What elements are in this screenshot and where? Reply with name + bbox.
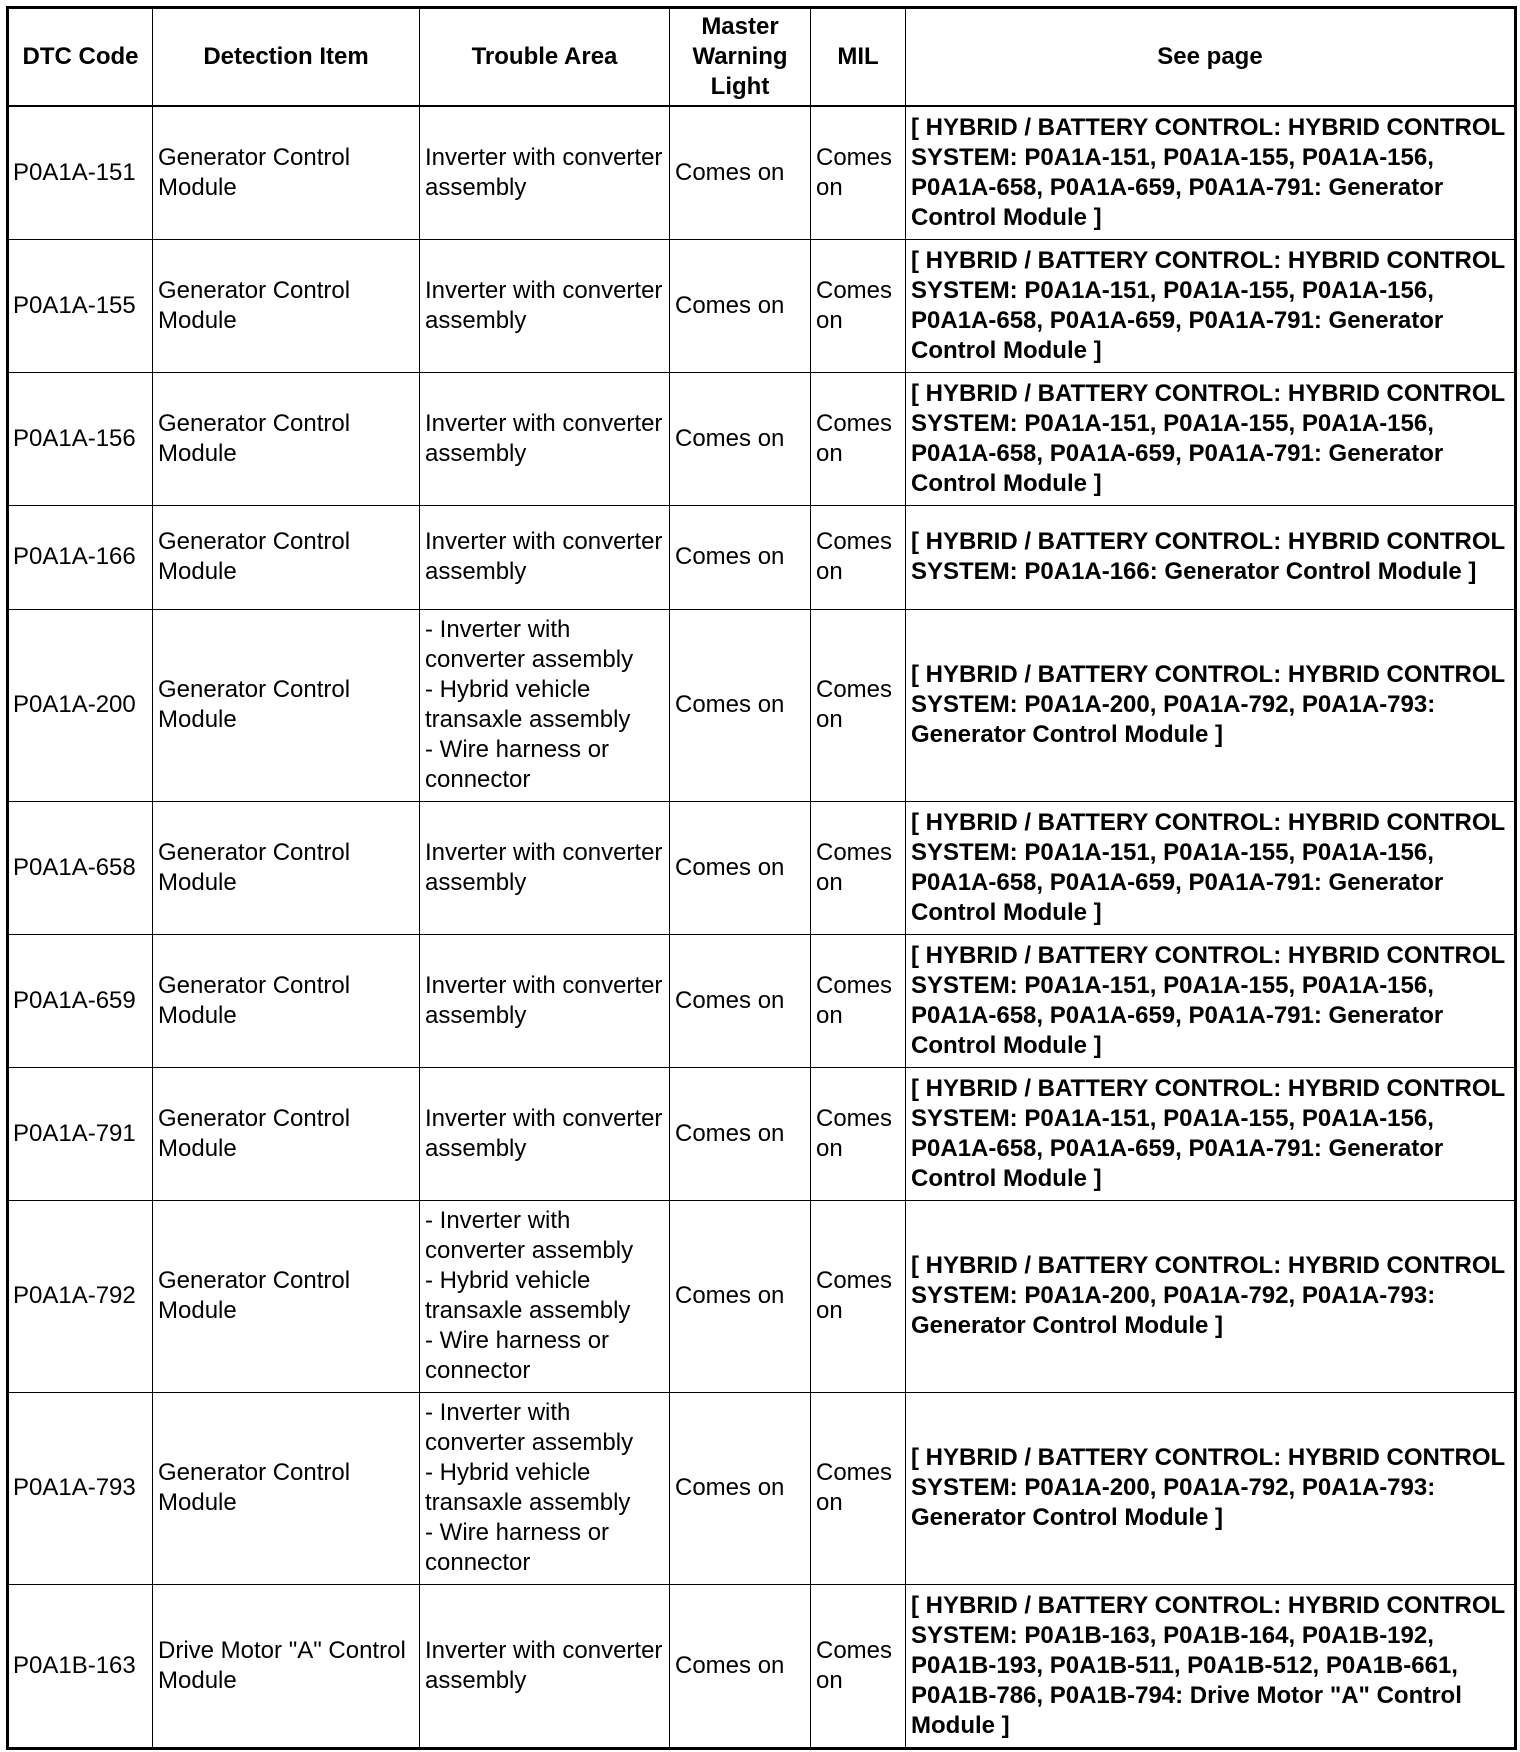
trouble-area-cell	[420, 239, 670, 372]
mil-cell: Comes on	[811, 239, 906, 372]
dtc-code-cell: P0A1A-792	[8, 1200, 153, 1392]
table-row	[8, 801, 1516, 934]
trouble-area-cell	[420, 801, 670, 934]
trouble-area-cell	[420, 934, 670, 1067]
detection-item-cell: Generator Control Module	[153, 372, 420, 505]
trouble-area-cell	[420, 1392, 670, 1584]
mil-cell: Comes on	[811, 1200, 906, 1392]
detection-item-cell: Generator Control Module	[153, 106, 420, 239]
header-dtc-code: DTC Code	[8, 8, 153, 107]
master-warning-light-cell: Comes on	[670, 609, 811, 801]
dtc-code-cell: P0A1A-658	[8, 801, 153, 934]
trouble-area-line: - Wire harness or connector	[425, 736, 610, 793]
mil-cell: Comes on	[811, 934, 906, 1067]
trouble-area-line: Inverter with converter assembly	[425, 1104, 663, 1162]
trouble-area-line: Inverter with converter assembly	[425, 143, 663, 201]
see-page-cell: [ HYBRID / BATTERY CONTROL: HYBRID CONTROL SYSTEM: P0A1B-163, P0A1B-164, P0A1B-192, P0A1B-193, P0A1B-511, P0A1B-512, P0A1B-661, P0A1B-786, P0A1B-794: Drive Motor "A" Control Module ]	[906, 1584, 1516, 1748]
table-row	[8, 239, 1516, 372]
dtc-sheet	[6, 6, 1514, 1750]
trouble-area-line: - Inverter with converter assembly	[425, 1207, 634, 1264]
trouble-area-line: - Hybrid vehicle transaxle assembly	[425, 1267, 631, 1324]
table-row	[8, 1392, 1516, 1584]
trouble-area-line: - Hybrid vehicle transaxle assembly	[425, 676, 631, 733]
mil-cell: Comes on	[811, 801, 906, 934]
table-row	[8, 609, 1516, 801]
detection-item-cell: Generator Control Module	[153, 1392, 420, 1584]
dtc-code-cell: P0A1A-151	[8, 106, 153, 239]
table-row	[8, 1067, 1516, 1200]
master-warning-light-cell: Comes on	[670, 1584, 811, 1748]
detection-item-cell: Generator Control Module	[153, 505, 420, 609]
trouble-area-line: Inverter with converter assembly	[425, 276, 663, 334]
master-warning-light-cell: Comes on	[670, 1392, 811, 1584]
see-page-cell: [ HYBRID / BATTERY CONTROL: HYBRID CONTROL SYSTEM: P0A1A-200, P0A1A-792, P0A1A-793: Generator Control Module ]	[906, 1200, 1516, 1392]
mil-cell: Comes on	[811, 372, 906, 505]
master-warning-light-cell: Comes on	[670, 505, 811, 609]
trouble-area-line: Inverter with converter assembly	[425, 409, 663, 467]
master-warning-light-cell: Comes on	[670, 934, 811, 1067]
see-page-cell: [ HYBRID / BATTERY CONTROL: HYBRID CONTROL SYSTEM: P0A1A-151, P0A1A-155, P0A1A-156, P0A1A-658, P0A1A-659, P0A1A-791: Generator Control Module ]	[906, 106, 1516, 239]
dtc-code-cell: P0A1A-659	[8, 934, 153, 1067]
mil-cell: Comes on	[811, 1067, 906, 1200]
master-warning-light-cell: Comes on	[670, 801, 811, 934]
table-body	[8, 106, 1516, 1748]
trouble-area-cell	[420, 1584, 670, 1748]
table-row	[8, 1200, 1516, 1392]
trouble-area-line: - Hybrid vehicle transaxle assembly	[425, 1459, 631, 1516]
table-row	[8, 934, 1516, 1067]
dtc-code-cell: P0A1A-155	[8, 239, 153, 372]
table-row	[8, 106, 1516, 239]
dtc-code-cell: P0A1A-793	[8, 1392, 153, 1584]
master-warning-light-cell: Comes on	[670, 1200, 811, 1392]
header-row	[8, 8, 1516, 107]
mil-cell: Comes on	[811, 1392, 906, 1584]
mil-cell: Comes on	[811, 106, 906, 239]
trouble-area-line: Inverter with converter assembly	[425, 838, 663, 896]
dtc-code-cell: P0A1A-791	[8, 1067, 153, 1200]
detection-item-cell: Generator Control Module	[153, 609, 420, 801]
master-warning-light-cell: Comes on	[670, 106, 811, 239]
see-page-cell: [ HYBRID / BATTERY CONTROL: HYBRID CONTROL SYSTEM: P0A1A-200, P0A1A-792, P0A1A-793: Generator Control Module ]	[906, 1392, 1516, 1584]
see-page-cell: [ HYBRID / BATTERY CONTROL: HYBRID CONTROL SYSTEM: P0A1A-151, P0A1A-155, P0A1A-156, P0A1A-658, P0A1A-659, P0A1A-791: Generator Control Module ]	[906, 372, 1516, 505]
see-page-cell: [ HYBRID / BATTERY CONTROL: HYBRID CONTROL SYSTEM: P0A1A-151, P0A1A-155, P0A1A-156, P0A1A-658, P0A1A-659, P0A1A-791: Generator Control Module ]	[906, 239, 1516, 372]
trouble-area-line: Inverter with converter assembly	[425, 971, 663, 1029]
see-page-cell: [ HYBRID / BATTERY CONTROL: HYBRID CONTROL SYSTEM: P0A1A-151, P0A1A-155, P0A1A-156, P0A1A-658, P0A1A-659, P0A1A-791: Generator Control Module ]	[906, 801, 1516, 934]
see-page-cell: [ HYBRID / BATTERY CONTROL: HYBRID CONTROL SYSTEM: P0A1A-151, P0A1A-155, P0A1A-156, P0A1A-658, P0A1A-659, P0A1A-791: Generator Control Module ]	[906, 934, 1516, 1067]
trouble-area-cell	[420, 1067, 670, 1200]
mil-cell: Comes on	[811, 609, 906, 801]
detection-item-cell: Drive Motor "A" Control Module	[153, 1584, 420, 1748]
dtc-code-cell: P0A1B-163	[8, 1584, 153, 1748]
header-master-warning-light: Master Warning Light	[670, 8, 811, 107]
dtc-code-cell: P0A1A-200	[8, 609, 153, 801]
master-warning-light-cell: Comes on	[670, 372, 811, 505]
trouble-area-line: Inverter with converter assembly	[425, 1636, 663, 1694]
detection-item-cell: Generator Control Module	[153, 934, 420, 1067]
table-row	[8, 372, 1516, 505]
table-row	[8, 505, 1516, 609]
trouble-area-line: Inverter with converter assembly	[425, 528, 663, 585]
master-warning-light-cell: Comes on	[670, 1067, 811, 1200]
trouble-area-cell	[420, 372, 670, 505]
trouble-area-line: - Inverter with converter assembly	[425, 616, 634, 673]
see-page-cell: [ HYBRID / BATTERY CONTROL: HYBRID CONTROL SYSTEM: P0A1A-200, P0A1A-792, P0A1A-793: Generator Control Module ]	[906, 609, 1516, 801]
trouble-area-cell	[420, 609, 670, 801]
trouble-area-cell	[420, 505, 670, 609]
header-detection-item: Detection Item	[153, 8, 420, 107]
detection-item-cell: Generator Control Module	[153, 1067, 420, 1200]
mil-cell: Comes on	[811, 505, 906, 609]
trouble-area-cell	[420, 106, 670, 239]
table-row	[8, 1584, 1516, 1748]
mil-cell: Comes on	[811, 1584, 906, 1748]
header-see-page: See page	[906, 8, 1516, 107]
trouble-area-line: - Inverter with converter assembly	[425, 1399, 634, 1456]
see-page-cell: [ HYBRID / BATTERY CONTROL: HYBRID CONTROL SYSTEM: P0A1A-151, P0A1A-155, P0A1A-156, P0A1A-658, P0A1A-659, P0A1A-791: Generator Control Module ]	[906, 1067, 1516, 1200]
dtc-code-cell: P0A1A-166	[8, 505, 153, 609]
trouble-area-line: - Wire harness or connector	[425, 1327, 610, 1384]
master-warning-light-cell: Comes on	[670, 239, 811, 372]
detection-item-cell: Generator Control Module	[153, 801, 420, 934]
detection-item-cell: Generator Control Module	[153, 239, 420, 372]
header-trouble-area: Trouble Area	[420, 8, 670, 107]
dtc-table	[6, 6, 1517, 1750]
dtc-code-cell: P0A1A-156	[8, 372, 153, 505]
header-mil: MIL	[811, 8, 906, 107]
detection-item-cell: Generator Control Module	[153, 1200, 420, 1392]
see-page-cell: [ HYBRID / BATTERY CONTROL: HYBRID CONTROL SYSTEM: P0A1A-166: Generator Control Module ]	[906, 505, 1516, 609]
trouble-area-cell	[420, 1200, 670, 1392]
trouble-area-line: - Wire harness or connector	[425, 1519, 610, 1576]
